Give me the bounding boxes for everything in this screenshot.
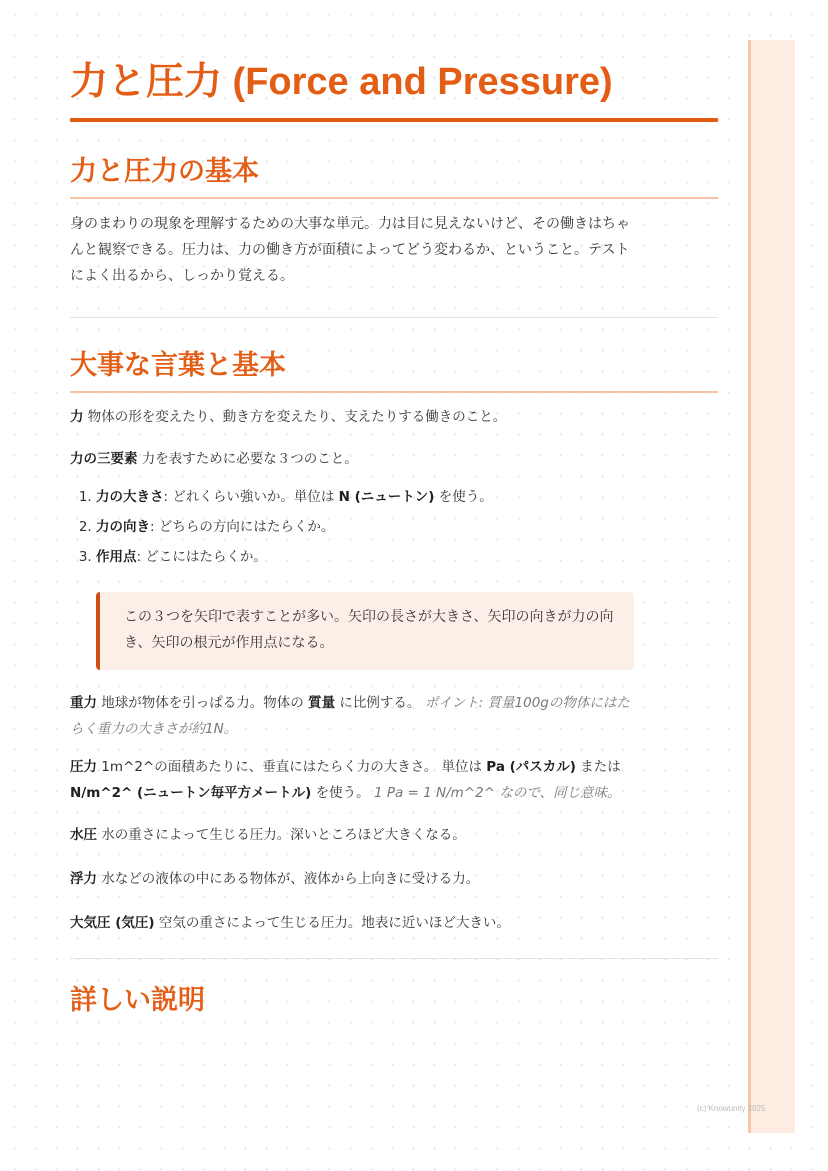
definition-text: 物体の形を変えたり、動き方を変えたり、支えたりする働きのこと。 [87,408,507,425]
point-note: 1 Pa = 1 N/m^2^ なので、同じ意味。 [373,784,621,801]
unit-pascal: Pa (パスカル) [486,758,576,775]
term: 力の三要素 [70,450,138,467]
term: 大気圧 (気圧) [70,914,155,931]
term: 圧力 [70,758,97,775]
list-term: 力の大きさ [96,488,164,505]
strong-text: 質量 [308,694,336,711]
list-item [96,512,718,542]
document-body [70,60,718,1026]
definition-gravity [70,690,638,742]
list-text: : どこにはたらくか。 [136,548,267,565]
side-rail [748,40,795,1133]
definition-pressure [70,754,638,806]
section-divider [70,317,718,318]
list-text: : どれくらい強いか。単位は [163,488,339,505]
definition-force [70,404,638,430]
definition-text: または [575,758,621,775]
definition-text: 1m^2^の面積あたりに、垂直にはたらく力の大きさ。 単位は [101,758,487,775]
callout-note: この３つを矢印で表すことが多い。矢印の長さが大きさ、矢印の向きが力の向き、矢印の根元が作用点になる。 [96,592,634,670]
list-item [96,542,718,572]
watermark: (c) Knowunity 2025 [697,1104,766,1113]
definition-atmospheric-pressure [70,910,638,936]
section-heading-basics: 力と圧力の基本 [70,154,718,199]
section-heading-key-terms: 大事な言葉と基本 [70,348,718,393]
section-divider [70,958,718,959]
term: 浮力 [70,870,97,887]
list-text: : どちらの方向にはたらくか。 [150,518,335,535]
definition-text: 水などの液体の中にある物体が、液体から上向きに受ける力。 [101,870,480,887]
term: 力 [70,408,84,425]
list-term: 作用点 [96,548,137,565]
definition-text: 力を表すために必要な３つのこと。 [141,450,358,467]
list-strong: N (ニュートン) [338,488,435,505]
definition-text: を使う。 [311,784,374,801]
list-text: を使う。 [434,488,493,505]
definition-text: 地球が物体を引っぱる力。物体の [101,694,309,711]
definition-water-pressure [70,822,638,848]
unit-newton-per-m2: N/m^2^ (ニュートン毎平方メートル) [70,784,312,801]
three-elements-list [70,482,718,572]
intro-paragraph: 身のまわりの現象を理解するための大事な単元。力は目に見えないけど、その働きはちゃんと観察できる。圧力は、力の働き方が面積によってどう変わるか、ということ。テストによく出るから、しっかり覚える。 [70,215,630,284]
definition-buoyancy [70,866,638,892]
definition-text: に比例する。 [335,694,425,711]
section-heading-details: 詳しい説明 [70,984,205,1015]
list-item [96,482,718,512]
definition-text: 水の重さによって生じる圧力。深いところほど大きくなる。 [101,826,466,843]
page-title: 力と圧力 (Force and Pressure) [70,60,718,122]
term: 重力 [70,694,97,711]
term: 水圧 [70,826,97,843]
list-term: 力の向き [96,518,150,535]
point-note: ポイント: 質量100gの物体にはたらく重力の大きさが約1N。 [70,694,630,737]
definition-three-elements [70,446,638,472]
definition-text: 空気の重さによって生じる圧力。地表に近いほど大きい。 [158,914,510,931]
